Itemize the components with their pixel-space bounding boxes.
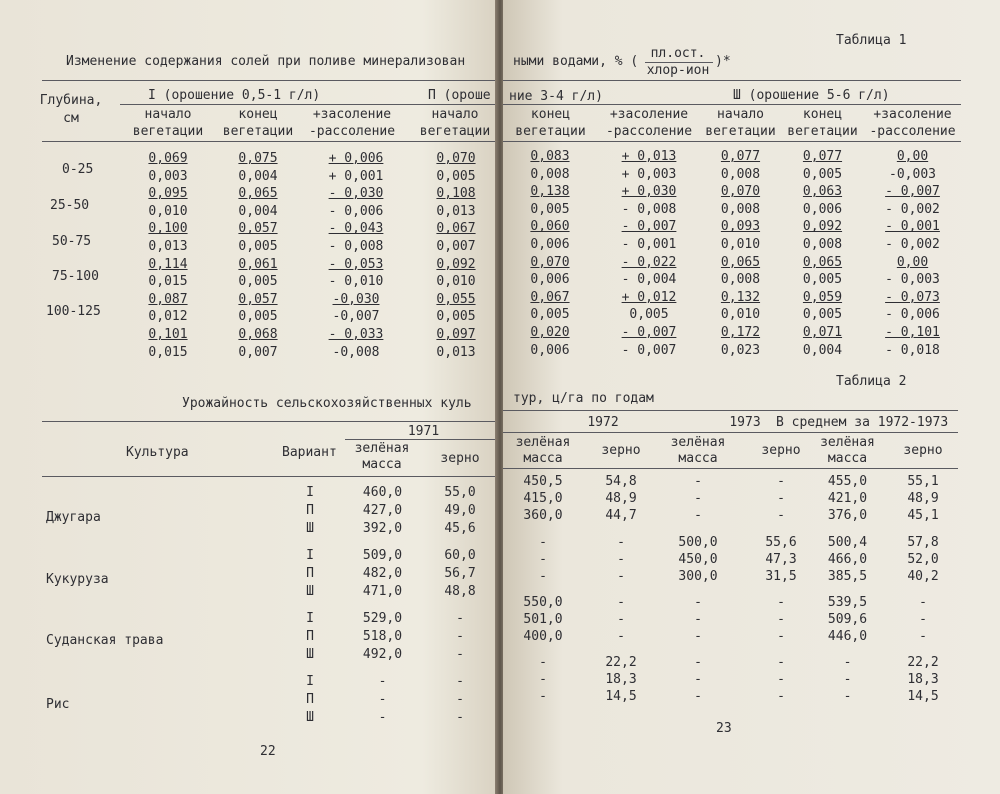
yield-cell: -	[777, 629, 785, 644]
salt-cell: 0,057	[238, 221, 278, 237]
culture-name: Кукуруза	[46, 572, 109, 587]
yield-cell: 14,5	[907, 689, 939, 704]
table1-top-rule-right	[503, 80, 961, 81]
table2-title-cont: тур, ц/га по годам	[513, 391, 654, 406]
depth-label: 25-50	[50, 198, 90, 213]
salt-cell: 0,095	[148, 186, 188, 202]
yield-cell: -	[539, 655, 547, 670]
salt-cell: 0,005	[802, 272, 843, 288]
salt-cell: - 0,022	[621, 254, 677, 270]
salt-cell: 0,063	[802, 184, 843, 200]
grain-cell: -	[456, 611, 464, 626]
lh-col1-a: начало	[144, 107, 192, 122]
salt-cell: 0,172	[720, 325, 761, 340]
mass-header-b: масса	[827, 451, 868, 466]
depth-label: 50-75	[52, 234, 92, 249]
salt-cell: 0,007	[238, 344, 278, 360]
yield-cell: -	[694, 672, 702, 687]
depth-label: 100-125	[46, 304, 101, 319]
fraction-denominator: хлор-ион	[646, 63, 710, 78]
salt-cell: 0,005	[802, 307, 843, 323]
salt-cell: 0,008	[720, 272, 761, 288]
yield-cell: -	[617, 535, 625, 550]
salt-cell: - 0,043	[328, 221, 384, 237]
rh-col2-a: +засоление	[609, 107, 689, 122]
mass-header-a: зелёная	[670, 435, 726, 450]
salt-cell: 0,015	[148, 274, 188, 290]
mass-cell: 482,0	[362, 566, 403, 581]
table1-title-end: )*	[715, 54, 731, 69]
yield-cell: -	[617, 569, 625, 584]
mass-cell: 492,0	[362, 647, 403, 662]
salt-cell: 0,097	[436, 327, 476, 342]
yield-cell: 550,0	[523, 595, 563, 610]
yield-cell: 44,7	[605, 508, 637, 523]
salt-cell: 0,070	[530, 254, 570, 270]
lh-col2-a: конец	[238, 107, 278, 122]
salt-cell: 0,108	[436, 186, 476, 202]
mass-cell: 427,0	[362, 503, 403, 518]
salt-cell: 0,004	[238, 168, 278, 184]
yield-cell: 455,0	[827, 474, 868, 489]
salt-cell: 0,114	[148, 256, 188, 272]
salt-cell: 0,005	[629, 307, 669, 323]
salt-cell: - 0,004	[621, 272, 677, 288]
yield-cell: 385,5	[827, 569, 868, 584]
mass-header-b: масса	[362, 457, 402, 472]
salt-cell: 0,015	[148, 344, 188, 360]
lh-col4-b: вегетации	[419, 124, 491, 139]
lh-col3-b: -рассоление	[308, 124, 396, 139]
salt-cell: 0,010	[720, 307, 761, 323]
grain-cell: -	[456, 629, 464, 644]
variant-cell: Ш	[306, 710, 314, 725]
culture-name: Рис	[46, 697, 70, 712]
lh-col2-b: вегетации	[222, 124, 294, 139]
year-1972: 1972	[587, 415, 619, 430]
yield-cell: -	[777, 508, 785, 523]
yield-cell: -	[539, 552, 547, 567]
grain-cell: -	[456, 692, 464, 707]
salt-cell: 0,006	[530, 272, 570, 288]
salt-cell: 0,023	[720, 342, 761, 358]
salt-cell: - 0,007	[621, 325, 677, 340]
yield-cell: -	[617, 552, 625, 567]
table2-header-rule	[42, 476, 497, 477]
year-rule	[345, 439, 497, 440]
salt-cell: + 0,001	[328, 168, 384, 184]
salt-cell: -0,003	[889, 166, 936, 182]
mass-cell: 460,0	[362, 485, 403, 500]
salt-cell: 0,065	[802, 254, 843, 270]
salt-cell: 0,071	[802, 325, 843, 340]
salt-cell: 0,010	[436, 274, 476, 290]
yield-cell: 415,0	[523, 491, 563, 506]
yield-cell: 539,5	[827, 595, 868, 610]
mass-cell: 392,0	[362, 521, 403, 536]
lh-col4-a: начало	[431, 107, 479, 122]
grain-cell: 45,6	[444, 521, 476, 536]
salt-cell: 0,075	[238, 151, 278, 166]
yield-cell: 509,6	[827, 612, 868, 627]
salt-cell: + 0,013	[621, 149, 677, 164]
yield-cell: -	[777, 491, 785, 506]
salt-cell: 0,005	[238, 274, 278, 290]
year-1971: 1971	[407, 424, 440, 439]
salt-cell: - 0,101	[885, 325, 940, 340]
grain-cell: 49,0	[444, 503, 476, 518]
salt-cell: + 0,030	[621, 184, 677, 200]
group1-header: I (орошение 0,5-1 г/л)	[148, 88, 321, 103]
variant-cell: I	[306, 485, 314, 500]
salt-cell: - 0,007	[621, 342, 677, 358]
year-rule-right	[503, 432, 958, 433]
salt-cell: 0,077	[802, 149, 843, 164]
salt-cell: 0,020	[530, 325, 570, 340]
group-header-rule	[120, 104, 497, 105]
salt-cell: 0,006	[530, 342, 570, 358]
salt-cell: 0,065	[720, 254, 761, 270]
right-page	[503, 0, 1000, 794]
grain-cell: -	[456, 674, 464, 689]
rh-col3-a: начало	[717, 107, 764, 122]
rh-col5-b: -рассоление	[869, 124, 956, 139]
yield-cell: 376,0	[827, 508, 868, 523]
table1-label: Таблица 1	[836, 33, 907, 48]
salt-cell: 0,101	[148, 327, 188, 342]
yield-cell: 18,3	[907, 672, 939, 687]
yield-cell: -	[617, 595, 625, 610]
mass-cell: -	[378, 710, 387, 725]
salt-cell: 0,013	[436, 344, 476, 360]
salt-cell: 0,100	[148, 221, 188, 237]
yield-cell: 55,6	[765, 535, 797, 550]
page-number-left: 22	[260, 744, 276, 759]
yield-cell: -	[843, 689, 852, 704]
salt-cell: 0,010	[720, 237, 761, 252]
table1-top-rule	[42, 80, 497, 81]
table2-top-rule	[42, 421, 497, 422]
yield-cell: -	[777, 689, 785, 704]
yield-cell: -	[919, 595, 927, 610]
table1-title-cont: ными водами, % (	[513, 54, 639, 69]
variant-cell: Ш	[306, 521, 314, 536]
yield-cell: -	[539, 689, 547, 704]
salt-cell: 0,070	[436, 151, 476, 166]
salt-cell: - 0,053	[328, 256, 384, 272]
yield-cell: 52,0	[907, 552, 939, 567]
culture-header: Культура	[126, 445, 189, 460]
yield-cell: -	[694, 655, 702, 670]
yield-cell: -	[694, 612, 702, 627]
salt-cell: - 0,033	[328, 327, 384, 342]
yield-cell: 55,1	[907, 474, 939, 489]
yield-cell: -	[539, 672, 547, 687]
salt-cell: 0,069	[148, 151, 188, 166]
salt-cell: 0,065	[238, 186, 278, 202]
variant-cell: П	[306, 566, 314, 581]
variant-cell: I	[306, 548, 314, 563]
mass-header-a: зелёная	[515, 435, 571, 450]
yield-cell: 22,2	[907, 655, 939, 670]
rh-col1-a: конец	[530, 107, 571, 122]
year-1973: 1973	[729, 415, 761, 430]
table1-title: Изменение содержания солей при поливе минерализован	[66, 54, 466, 69]
salt-cell: -0,008	[332, 344, 380, 360]
grain-header: зерно	[601, 443, 641, 458]
rh-col3-b: вегетации	[705, 124, 776, 139]
table2-label: Таблица 2	[836, 374, 907, 389]
yield-cell: 18,3	[605, 672, 637, 687]
variant-cell: I	[306, 611, 314, 626]
salt-cell: - 0,030	[328, 186, 384, 202]
yield-cell: -	[777, 672, 785, 687]
salt-cell: 0,132	[720, 289, 761, 305]
salt-cell: 0,092	[436, 256, 476, 272]
variant-header: Вариант	[282, 445, 337, 460]
salt-cell: 0,00	[896, 149, 929, 164]
salt-cell: - 0,008	[328, 239, 384, 254]
grain-cell: 55,0	[444, 485, 476, 500]
depth-label: 0-25	[62, 162, 94, 177]
rh-col1-b: вегетации	[515, 124, 586, 139]
grain-cell: 60,0	[444, 548, 476, 563]
depth-header-line2: см	[63, 111, 79, 126]
yield-cell: 450,0	[678, 552, 718, 567]
yield-cell: 446,0	[827, 629, 868, 644]
salt-cell: 0,004	[238, 203, 278, 219]
group-header-rule-right	[503, 104, 961, 105]
salt-cell: - 0,006	[328, 203, 384, 219]
salt-cell: - 0,006	[885, 307, 940, 323]
salt-cell: 0,005	[436, 168, 476, 184]
depth-label: 75-100	[52, 269, 99, 284]
salt-cell: - 0,003	[885, 272, 940, 288]
group2-header-cont: ние 3-4 г/л)	[509, 89, 603, 104]
salt-cell: 0,138	[530, 184, 570, 200]
salt-cell: 0,005	[238, 309, 278, 325]
yield-cell: -	[539, 569, 547, 584]
yield-cell: 47,3	[765, 552, 797, 567]
grain-cell: 48,8	[444, 584, 476, 599]
salt-cell: 0,012	[148, 309, 188, 325]
yield-cell: -	[617, 629, 625, 644]
yield-cell: 45,1	[907, 508, 939, 523]
mass-header-b: масса	[523, 451, 563, 466]
salt-cell: - 0,001	[885, 219, 940, 235]
salt-cell: -0,030	[332, 291, 380, 307]
mass-header-b: масса	[678, 451, 718, 466]
yield-cell: 360,0	[523, 508, 563, 523]
salt-cell: - 0,002	[885, 237, 940, 252]
culture-name: Суданская трава	[46, 633, 164, 648]
yield-cell: -	[843, 655, 852, 670]
yield-cell: -	[777, 612, 785, 627]
variant-cell: Ш	[306, 647, 314, 662]
salt-cell: - 0,018	[885, 342, 940, 358]
salt-cell: - 0,073	[885, 289, 940, 305]
yield-cell: -	[617, 612, 625, 627]
mass-cell: -	[378, 674, 387, 689]
salt-cell: 0,061	[238, 256, 278, 272]
salt-cell: 0,007	[436, 239, 476, 254]
salt-cell: 0,006	[802, 201, 843, 217]
yield-cell: 48,9	[907, 491, 939, 506]
salt-cell: 0,013	[436, 203, 476, 219]
yield-cell: 22,2	[605, 655, 637, 670]
table1-header-rule-right	[503, 141, 961, 142]
lh-col3-a: +засоление	[312, 107, 392, 122]
variant-cell: Ш	[306, 584, 314, 599]
salt-cell: - 0,002	[885, 201, 940, 217]
salt-cell: 0,005	[238, 239, 278, 254]
yield-cell: -	[694, 689, 702, 704]
yield-cell: -	[694, 629, 702, 644]
salt-cell: - 0,001	[621, 237, 677, 252]
salt-cell: 0,067	[530, 289, 570, 305]
rh-col4-b: вегетации	[787, 124, 858, 139]
variant-cell: П	[306, 629, 314, 644]
rh-col2-b: -рассоление	[605, 124, 693, 139]
salt-cell: 0,004	[802, 342, 843, 358]
table1-header-rule	[42, 141, 497, 142]
yield-cell: 57,8	[907, 535, 939, 550]
salt-cell: 0,00	[896, 254, 929, 270]
salt-cell: 0,008	[802, 237, 843, 252]
salt-cell: 0,008	[720, 201, 761, 217]
yield-cell: 48,9	[605, 491, 637, 506]
table2-top-rule-right	[503, 410, 958, 411]
salt-cell: 0,013	[148, 239, 188, 254]
salt-cell: 0,008	[720, 166, 761, 182]
salt-cell: 0,083	[530, 149, 570, 164]
salt-cell: 0,003	[148, 168, 188, 184]
yield-cell: 54,8	[605, 474, 637, 489]
salt-cell: + 0,006	[328, 151, 384, 166]
salt-cell: - 0,007	[621, 219, 677, 235]
lh-col1-b: вегетации	[132, 124, 204, 139]
salt-cell: 0,092	[802, 219, 843, 235]
mass-header-a: зелёная	[354, 441, 410, 456]
salt-cell: 0,055	[436, 291, 476, 307]
salt-cell: 0,067	[436, 221, 476, 237]
grain-header: зерно	[903, 443, 943, 458]
yield-cell: -	[694, 491, 702, 506]
left-page	[0, 0, 497, 794]
group2-header: П (ороше	[428, 88, 491, 103]
page-number-right: 23	[716, 721, 732, 736]
yield-cell: -	[694, 595, 702, 610]
salt-cell: 0,093	[720, 219, 761, 235]
salt-cell: 0,005	[530, 307, 570, 323]
mass-cell: 471,0	[362, 584, 403, 599]
salt-cell: - 0,008	[621, 201, 677, 217]
salt-cell: 0,006	[530, 237, 570, 252]
salt-cell: 0,005	[530, 201, 570, 217]
table2-header-rule-right	[503, 468, 958, 469]
rh-col4-a: конец	[802, 107, 843, 122]
mass-cell: 509,0	[362, 548, 403, 563]
grain-cell: -	[456, 647, 464, 662]
mass-cell: 518,0	[362, 629, 403, 644]
yield-cell: 300,0	[678, 569, 718, 584]
grain-cell: -	[456, 710, 464, 725]
mass-cell: 529,0	[362, 611, 403, 626]
yield-cell: -	[694, 474, 702, 489]
salt-cell: - 0,010	[328, 274, 384, 290]
grain-header: зерно	[440, 451, 480, 466]
yield-cell: -	[919, 629, 927, 644]
mass-header-a: зелёная	[820, 435, 875, 450]
salt-cell: 0,010	[148, 203, 188, 219]
yield-cell: -	[539, 535, 547, 550]
yield-cell: 40,2	[907, 569, 939, 584]
depth-header-line1: Глубина,	[39, 93, 103, 108]
salt-cell: 0,005	[802, 166, 843, 182]
salt-cell: 0,068	[238, 327, 278, 342]
culture-name: Джугара	[46, 510, 101, 525]
yield-cell: 500,0	[678, 535, 718, 550]
group3-header: Ш (орошение 5-6 г/л)	[733, 88, 890, 103]
yield-cell: 400,0	[523, 629, 563, 644]
yield-cell: -	[777, 655, 785, 670]
salt-cell: 0,077	[720, 149, 761, 164]
salt-cell: 0,059	[802, 289, 843, 305]
yield-cell: 500,4	[827, 535, 868, 550]
grain-header: зерно	[761, 443, 801, 458]
yield-cell: 14,5	[605, 689, 637, 704]
grain-cell: 56,7	[444, 566, 476, 581]
variant-cell: I	[306, 674, 314, 689]
yield-cell: 421,0	[827, 491, 868, 506]
salt-cell: -0,007	[332, 309, 380, 325]
salt-cell: - 0,007	[885, 184, 940, 200]
variant-cell: П	[306, 692, 314, 707]
yield-cell: 450,5	[523, 474, 563, 489]
yield-cell: 31,5	[765, 569, 797, 584]
mass-cell: -	[378, 692, 387, 707]
rh-col5-a: +засоление	[873, 107, 952, 122]
salt-cell: + 0,003	[621, 166, 677, 182]
yield-cell: -	[777, 474, 785, 489]
salt-cell: 0,008	[530, 166, 570, 182]
yield-cell: -	[843, 672, 852, 687]
variant-cell: П	[306, 503, 314, 518]
salt-cell: 0,070	[720, 184, 761, 200]
table2-title: Урожайность сельскохозяйственных куль	[182, 396, 472, 411]
fraction-numerator: пл.ост.	[650, 46, 706, 61]
salt-cell: 0,057	[238, 291, 278, 307]
salt-cell: + 0,012	[621, 289, 677, 305]
yield-cell: -	[919, 612, 927, 627]
yield-cell: 501,0	[523, 612, 563, 627]
salt-cell: 0,087	[148, 291, 188, 307]
salt-cell: 0,005	[436, 309, 476, 325]
yield-cell: 466,0	[827, 552, 868, 567]
average-header: В среднем за 1972-1973	[776, 415, 949, 430]
yield-cell: -	[777, 595, 785, 610]
salt-cell: 0,060	[530, 219, 570, 235]
yield-cell: -	[694, 508, 702, 523]
